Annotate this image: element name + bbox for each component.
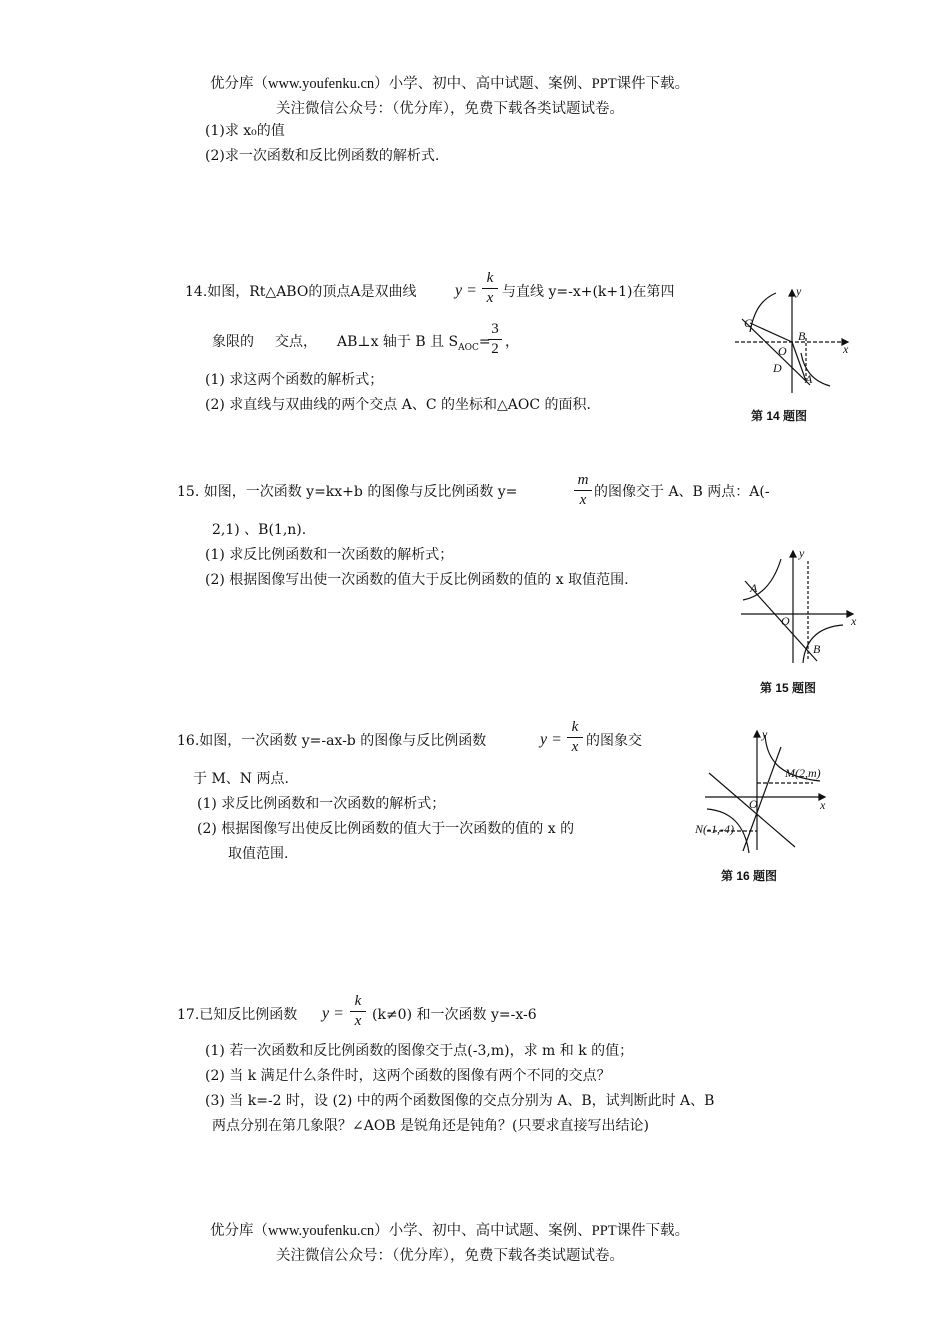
p16-label-n: N(-1,-4) xyxy=(695,822,734,836)
p14-tail: 与直线 y=-x+(k+1)在第四 xyxy=(502,284,675,300)
p14-label-y: y xyxy=(796,285,802,298)
p16-figure xyxy=(695,725,835,860)
p17-fraction-bar xyxy=(350,1011,366,1012)
p15-hyperbola-upper xyxy=(743,559,781,600)
p14-area-num: 3 xyxy=(491,321,499,337)
p17-question-1: (1) 若一次函数和反比例函数的图像交于点(-3,m)，求 m 和 k 的值； xyxy=(205,1043,634,1059)
p15-line2: 2,1) 、B(1,n). xyxy=(212,522,307,538)
p14-y-eq: y = xyxy=(455,282,477,299)
p17-fraction-num: k xyxy=(354,993,362,1009)
p15-lead: 15. 如图，一次函数 y=kx+b 的图像与反比例函数 y= xyxy=(177,484,518,500)
p14-label-d: D xyxy=(773,361,782,375)
p15-tail: 的图像交于 A、B 两点：A(- xyxy=(594,484,770,500)
prev-question-1: (1)求 x₀的值 xyxy=(205,123,285,139)
p14-area-den: 2 xyxy=(491,341,499,357)
p14-area-bar xyxy=(488,339,502,340)
p15-y-arrow xyxy=(790,551,796,557)
p16-lead: 16.如图，一次函数 y=-ax-b 的图像与反比例函数 xyxy=(177,733,487,749)
footer-line-1: 优分库（www.youfenku.cn）小学、初中、高中试题、案例、PPT课件下载。 xyxy=(210,1223,690,1239)
p15-figure xyxy=(733,545,860,670)
p15-label-a: A xyxy=(750,581,758,595)
p15-fraction-den: x xyxy=(579,492,587,508)
p14-label-a: A xyxy=(805,372,813,386)
p16-line2: 于 M、N 两点. xyxy=(193,771,289,787)
p14-label-b: B xyxy=(798,329,806,343)
p14-y-arrow xyxy=(789,290,795,296)
p16-label-o: O xyxy=(749,797,758,811)
p15-hyperbola-lower xyxy=(803,625,843,663)
p15-fraction xyxy=(574,473,592,508)
p16-fraction-bar xyxy=(567,737,583,738)
p16-question-2: (2) 根据图像写出使反比例函数的值大于一次函数的值的 x 的 xyxy=(197,821,575,837)
p16-fraction-num: k xyxy=(571,719,579,735)
p17-lead: 17.已知反比例函数 xyxy=(177,1007,298,1023)
p15-question-1: (1) 求反比例函数和一次函数的解析式； xyxy=(205,547,454,563)
p14-label-c: C xyxy=(744,316,753,330)
p17-y-eq: y = xyxy=(322,1005,344,1022)
p15-question-2: (2) 根据图像写出使一次函数的值大于反比例函数的值的 x 取值范围. xyxy=(205,572,629,588)
p14-area-fraction xyxy=(488,322,502,357)
p15-label-b: B xyxy=(813,642,821,656)
p16-question-1: (1) 求反比例函数和一次函数的解析式； xyxy=(197,796,446,812)
p14-figure xyxy=(730,285,855,400)
p16-y-eq: y = xyxy=(540,731,562,748)
p17-question-3: (3) 当 k=-2 时，设 (2) 中的两个函数图像的交点分别为 A、B，试判断此时 A、B xyxy=(205,1093,715,1109)
p14-line2-end: ， xyxy=(505,334,519,350)
p16-label-x: x xyxy=(820,798,826,812)
p17-fraction xyxy=(350,994,366,1029)
p16-label-y: y xyxy=(762,727,768,741)
p14-fraction-den: x xyxy=(486,290,494,306)
p14-line2-eq: = xyxy=(478,334,491,350)
p17-question-3b: 两点分别在第几象限？∠AOB 是锐角还是钝角？(只要求直接写出结论) xyxy=(212,1118,649,1134)
p14-line2-c xyxy=(337,335,491,353)
p17-tail: (k≠0) 和一次函数 y=-x-6 xyxy=(372,1007,537,1023)
p14-label-o: O xyxy=(778,344,787,358)
header-line-1: 优分库（www.youfenku.cn）小学、初中、高中试题、案例、PPT课件下载。 xyxy=(210,76,690,92)
p15-label-x: x xyxy=(851,614,857,628)
prev-question-2: (2)求一次函数和反比例函数的解析式. xyxy=(205,148,440,164)
p16-question-2b: 取值范围. xyxy=(228,846,289,862)
p14-caption: 第 14 题图 xyxy=(751,409,808,423)
p14-line2-a: 象限的 xyxy=(212,334,254,350)
p14-label-x: x xyxy=(843,342,849,356)
p16-tail: 的图象交 xyxy=(586,733,642,749)
p14-question-1: (1) 求这两个函数的解析式； xyxy=(205,372,384,388)
p14-hyperbola-upper xyxy=(750,293,776,332)
p16-caption: 第 16 题图 xyxy=(721,869,778,883)
p14-lead: 14.如图，Rt△ABO的顶点A是双曲线 xyxy=(185,284,417,300)
p14-line2-text: AB⊥x 轴于 B 且 S xyxy=(337,334,459,350)
p15-fraction-num: m xyxy=(577,472,589,488)
footer-line-2: 关注微信公众号：（优分库），免费下载各类试题试卷。 xyxy=(276,1248,624,1264)
p14-line2-b: 交点， xyxy=(275,334,317,350)
p16-fraction-den: x xyxy=(571,739,579,755)
p15-label-o: O xyxy=(781,614,790,628)
p16-label-m: M(2,m) xyxy=(785,766,821,780)
p14-fraction-num: k xyxy=(486,270,494,286)
p14-question-2: (2) 求直线与双曲线的两个交点 A、C 的坐标和△AOC 的面积. xyxy=(205,397,591,413)
p14-line2-sub: AOC xyxy=(458,342,479,353)
p14-fraction-bar xyxy=(482,288,498,289)
p17-question-2: (2) 当 k 满足什么条件时，这两个函数的图像有两个不同的交点？ xyxy=(205,1068,611,1084)
p15-fraction-bar xyxy=(574,490,592,491)
p15-label-y: y xyxy=(799,546,805,560)
header-line-2: 关注微信公众号：（优分库），免费下载各类试题试卷。 xyxy=(276,101,624,117)
p16-y-arrow xyxy=(754,731,760,737)
p15-caption: 第 15 题图 xyxy=(760,681,817,695)
p17-fraction-den: x xyxy=(354,1013,362,1029)
p16-fraction xyxy=(567,720,583,755)
p14-fraction xyxy=(482,271,498,306)
